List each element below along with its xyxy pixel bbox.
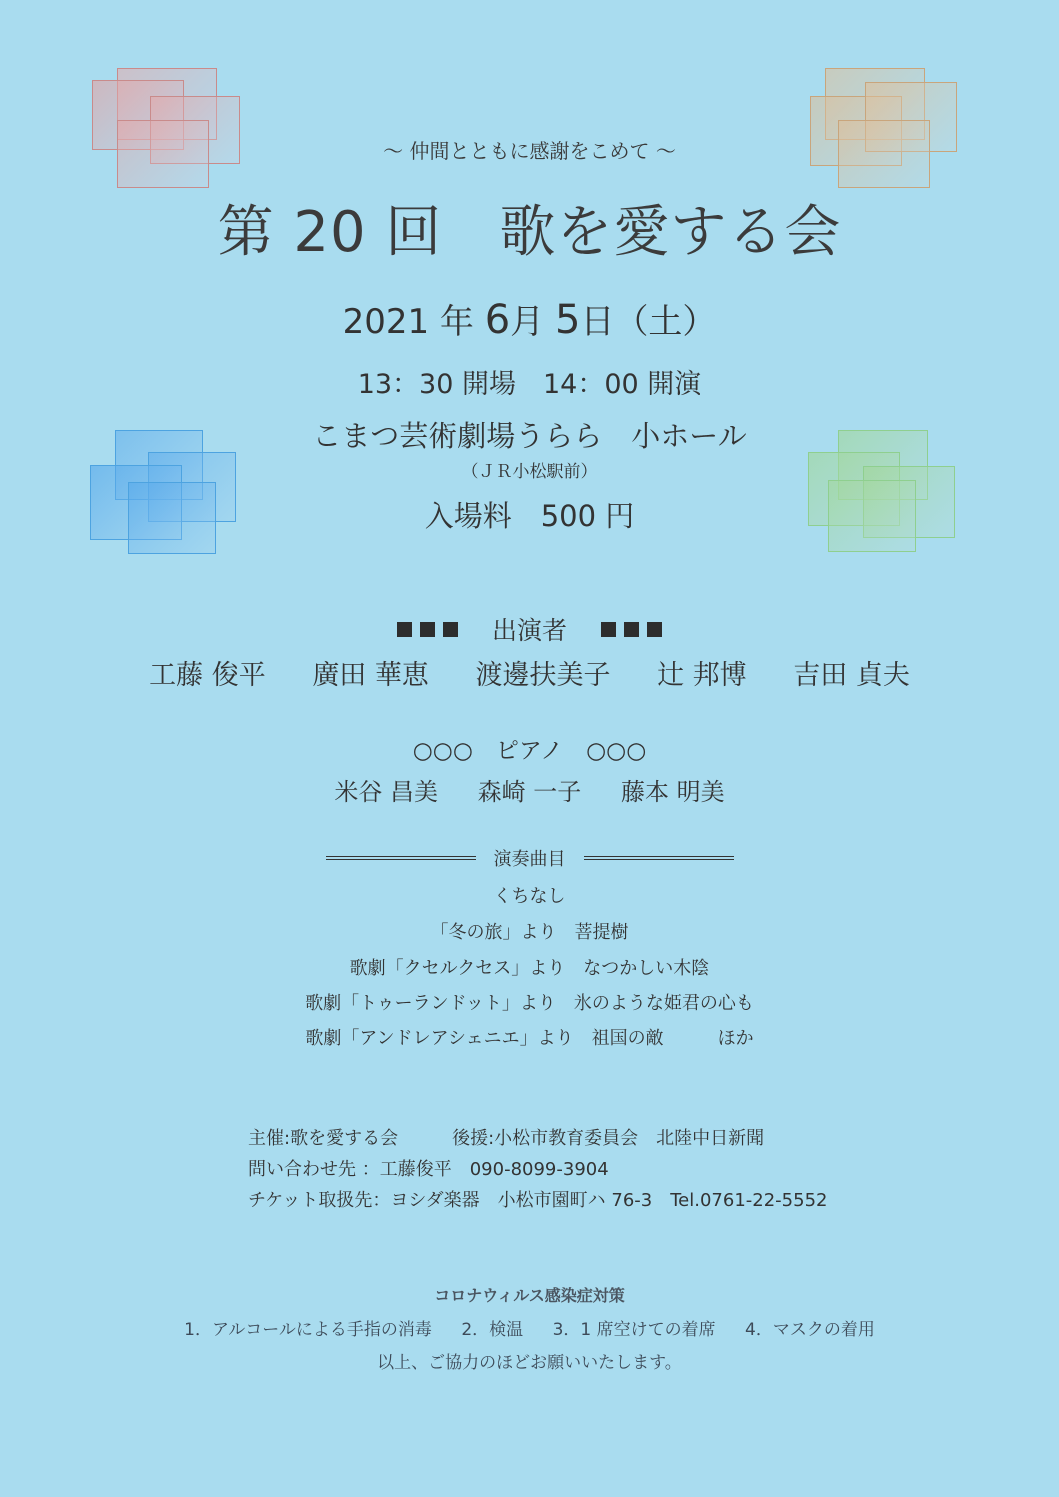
pianists-list xyxy=(0,772,1059,807)
pianist-name: 藤本 明美 xyxy=(620,778,725,806)
date-month: 6 xyxy=(484,297,511,343)
double-rule-right xyxy=(584,856,734,860)
event-subtitle: ～ 仲間とともに感謝をこめて ～ xyxy=(383,139,676,163)
performers-heading-label: 出演者 xyxy=(491,616,567,645)
ticket-info: チケット取扱先：ヨシダ楽器 小松市園町ハ 76-3 Tel.0761-22-5552 xyxy=(248,1190,828,1211)
covid-note: 以上、ご協力のほどお願いいたします。 xyxy=(377,1353,682,1373)
piano-heading: ○○○ ピアノ ○○○ xyxy=(412,738,647,764)
deco-squares-top-left xyxy=(92,68,242,193)
pianist-name: 森崎 一子 xyxy=(477,778,582,806)
program-item: 歌劇「クセルクセス」より なつかしい木陰 xyxy=(349,958,710,979)
organizer-info: 主催:歌を愛する会 後援:小松市教育委員会 北陸中日新聞 xyxy=(248,1128,765,1149)
square-bullet-icon xyxy=(397,622,412,637)
covid-measure: 1．アルコールによる手指の消毒 xyxy=(184,1320,432,1340)
performer-name: 吉田 貞夫 xyxy=(793,660,910,691)
covid-measure: 3．1 席空けての着席 xyxy=(552,1320,716,1340)
event-venue: こまつ芸術劇場うらら 小ホール xyxy=(312,419,747,453)
program-heading xyxy=(0,845,1059,871)
covid-heading: コロナウィルス感染症対策 xyxy=(434,1286,625,1305)
program-item: 歌劇「トゥーランドット」より 氷のような姫君の心も xyxy=(305,993,754,1014)
event-title: 第 20 回 歌を愛する会 xyxy=(217,200,842,265)
program-item: 歌劇「アンドレアシェニエ」より 祖国の敵 ほか xyxy=(305,1028,754,1049)
square-bullet-icon xyxy=(443,622,458,637)
date-day-unit: 日 xyxy=(580,302,615,342)
square-bullet-icon xyxy=(420,622,435,637)
venue-note: （ＪＲ小松駅前） xyxy=(461,462,598,482)
performer-name: 廣田 華恵 xyxy=(312,660,429,691)
date-day: 5 xyxy=(554,297,581,343)
performer-name: 工藤 俊平 xyxy=(149,660,266,691)
square-bullet-icon xyxy=(624,622,639,637)
admission-fee: 入場料 500 円 xyxy=(424,499,635,533)
covid-measures-list xyxy=(0,1315,1059,1340)
double-rule-left xyxy=(326,856,476,860)
program-heading-label: 演奏曲目 xyxy=(493,849,566,870)
deco-squares-top-right xyxy=(810,68,960,193)
date-weekday: （土） xyxy=(614,302,717,342)
performers-heading xyxy=(0,611,1059,647)
performer-name: 渡邊扶美子 xyxy=(475,660,611,691)
covid-measure: 2．検温 xyxy=(461,1320,524,1340)
performer-name: 辻 邦博 xyxy=(657,660,747,691)
square-bullet-icon xyxy=(647,622,662,637)
pianist-name: 米谷 昌美 xyxy=(334,778,439,806)
square-bullet-icon xyxy=(601,622,616,637)
program-item: 「冬の旅」より 菩提樹 xyxy=(430,922,629,943)
performers-list xyxy=(0,653,1059,692)
program-item: くちなし xyxy=(493,886,566,907)
covid-measure: 4．マスクの着用 xyxy=(745,1320,875,1340)
contact-info: 問い合わせ先 ：工藤俊平 090-8099-3904 xyxy=(248,1159,609,1180)
date-month-unit: 月 xyxy=(510,302,545,342)
event-times: 13：30 開場 14：00 開演 xyxy=(357,369,702,400)
date-year: 2021 年 xyxy=(342,302,474,342)
event-date xyxy=(0,294,1059,343)
